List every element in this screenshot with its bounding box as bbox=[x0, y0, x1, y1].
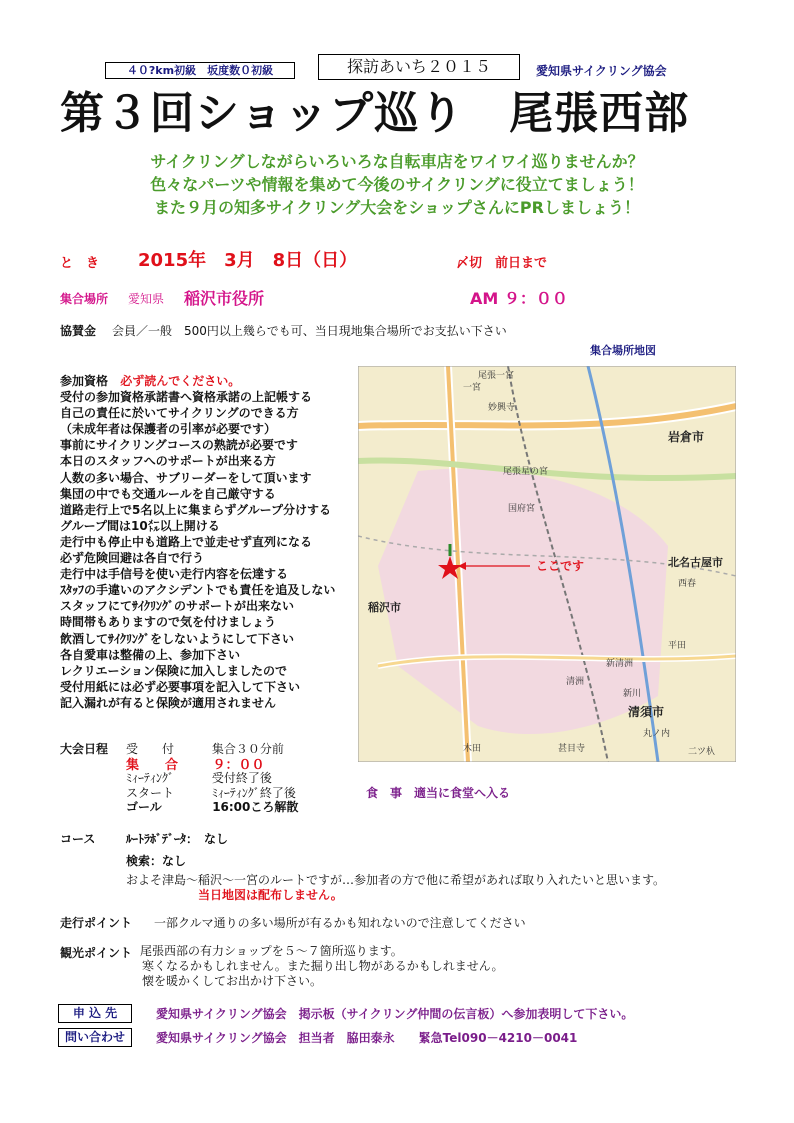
contact-label: 問い合わせ bbox=[58, 1028, 132, 1047]
requirement-item: 自己の責任に於いてサイクリングのできる方 bbox=[60, 406, 299, 421]
requirement-item: 記入漏れが有ると保険が適用されません bbox=[60, 695, 277, 710]
requirement-item: スタッフにてｻｲｸﾘﾝｸﾞのサポートが出来ない bbox=[60, 599, 295, 614]
distance-tag: ４０?km初級 坂度数０初級 bbox=[105, 62, 295, 79]
requirement-item: （未成年者は保護者の引率が必要です） bbox=[60, 422, 277, 437]
requirement-item: 本日のスタッフへのサポートが出来る方 bbox=[60, 454, 276, 469]
map-label-futatsu: 二ツ杁 bbox=[688, 747, 716, 757]
requirement-item: 必ず危険回避は各自で行う bbox=[60, 551, 205, 566]
requirement-item: 受付用紙には必ず必要事項を記入して下さい bbox=[60, 679, 301, 694]
map-label-marunouchi: 丸ノ内 bbox=[643, 729, 671, 739]
course-desc: およそ津島～稲沢～一宮のルートですが…参加者の方で他に希望があれば取り入れたいと思います。 bbox=[126, 873, 666, 887]
series-title: 探訪あいち２０１５ bbox=[318, 54, 520, 80]
meeting-place: 稲沢市役所 bbox=[184, 289, 265, 308]
requirement-item: レクリエーション保険に加入しましたので bbox=[60, 663, 288, 678]
map-label-kitanagoya: 北名古屋市 bbox=[668, 556, 723, 569]
meal-note: 食 事 適当に食堂へ入る bbox=[366, 786, 511, 800]
page-title: 第３回ショップ巡り 尾張西部 bbox=[60, 88, 690, 139]
course-route-data: ﾙｰﾄﾗﾎﾞﾃﾞｰﾀ： なし bbox=[126, 832, 229, 846]
course-search: 検索：なし bbox=[126, 854, 187, 868]
points-label: 走行ポイント bbox=[60, 916, 133, 930]
map-label-kokufu: 国府宮 bbox=[508, 504, 536, 514]
requirement-item: 時間帯もありますので気を付けましょう bbox=[60, 615, 277, 630]
schedule-row-name: ゴール bbox=[126, 800, 162, 814]
schedule-row-name: スタート bbox=[126, 786, 175, 800]
requirement-item: 事前にサイクリングコースの熟読が必要です bbox=[60, 438, 298, 453]
map-here-label: ここです bbox=[536, 559, 585, 573]
requirement-item: 人数の多い場合、サブリーダーをして頂います bbox=[60, 470, 312, 485]
schedule-row bbox=[126, 798, 298, 815]
date-label: と き bbox=[60, 256, 100, 271]
schedule-row-name: ﾐｨｰﾃｨﾝｸﾞ bbox=[126, 771, 175, 785]
meeting-label: 集合場所 bbox=[60, 292, 109, 306]
subtitle-line: 色々なパーツや情報を集めて今後のサイクリングに役立てましょう！ bbox=[150, 175, 644, 194]
requirement-item: 飲酒してｻｲｸﾘﾝｸﾞをしないようにして下さい bbox=[60, 631, 295, 646]
map-label-shimizu: 尾張星の宮 bbox=[503, 467, 549, 477]
map-label-myoko: 妙興寺 bbox=[488, 403, 516, 413]
requirement-item: 受付の参加資格承諾書へ資格承諾の上記帳する bbox=[60, 390, 313, 405]
apply-text: 愛知県サイクリング協会 掲示板（サイクリング仲間の伝言板）へ参加表明して下さい。 bbox=[156, 1007, 634, 1021]
subtitle-line: サイクリングしながらいろいろな自転車店をワイワイ巡りませんか？ bbox=[150, 152, 644, 171]
map-label-konobu: 木田 bbox=[463, 744, 482, 754]
map-label-shinshu: 新清洲 bbox=[606, 659, 634, 669]
map-caption: 集合場所地図 bbox=[590, 344, 656, 357]
subtitle-line: また９月の知多サイクリング大会をショップさんにPRしましょう！ bbox=[154, 198, 640, 217]
requirements-warning: 必ず読んでください。 bbox=[120, 374, 241, 388]
map-label-nishiharu: 西春 bbox=[678, 579, 697, 589]
schedule-row-name: 受 付 bbox=[126, 742, 175, 756]
requirement-item: 走行中は手信号を使い走行内容を伝達する bbox=[60, 567, 289, 582]
map-label-jinmoku: 甚目寺 bbox=[558, 744, 586, 754]
points-text: 一部クルマ通りの多い場所が有るかも知れないので注意してください bbox=[154, 916, 526, 930]
fee-text: 会員／一般 500円以上幾らでも可、当日現地集合場所でお支払い下さい bbox=[112, 324, 507, 338]
schedule-row-value: 集合３０分前 bbox=[211, 742, 284, 756]
meeting-pref: 愛知県 bbox=[128, 292, 165, 306]
requirement-item: 各自愛車は整備の上、参加下さい bbox=[60, 647, 241, 662]
map-label-kiyosu-st: 清洲 bbox=[566, 677, 585, 687]
sightseeing-label: 観光ポイント bbox=[60, 946, 133, 960]
requirement-item: ｽﾀｯﾌの手違いのアクシデントでも責任を追及しない bbox=[60, 583, 336, 598]
schedule-row-value: ﾐｨｰﾃｨﾝｸﾞ終了後 bbox=[211, 786, 296, 800]
map-label-ichi: 一宮 bbox=[463, 383, 482, 393]
schedule-row-name: 集 合 bbox=[126, 758, 179, 773]
requirement-item: 集団の中でも交通ルールを自己厳守する bbox=[60, 486, 276, 501]
subtitle bbox=[0, 150, 794, 219]
sightseeing-line: 寒くなるかもしれません。また掘り出し物があるかもしれません。 bbox=[142, 959, 504, 973]
apply-label: 申 込 先 bbox=[58, 1004, 132, 1023]
map-label-kiyosu: 清須市 bbox=[628, 705, 665, 719]
requirements bbox=[60, 373, 335, 711]
schedule-row-value: 受付終了後 bbox=[211, 771, 272, 785]
map-label-shinkawa: 新川 bbox=[623, 689, 642, 699]
organizer: 愛知県サイクリング協会 bbox=[536, 64, 667, 78]
meeting-map bbox=[358, 366, 736, 762]
sightseeing-line: 懐を暖かくしてお出かけ下さい。 bbox=[142, 974, 323, 988]
requirements-header bbox=[60, 373, 335, 389]
contact-text: 愛知県サイクリング協会 担当者 脇田泰永 緊急Tel090－4210－0041 bbox=[156, 1031, 578, 1045]
requirement-item: グループ間は10㍍以上開ける bbox=[60, 518, 220, 533]
deadline: 〆切 前日まで bbox=[456, 256, 548, 271]
requirements-label: 参加資格 bbox=[60, 374, 109, 388]
map-label-owari-ichinomiya: 尾張一宮 bbox=[478, 371, 515, 381]
fee-label: 協賛金 bbox=[60, 324, 97, 338]
schedule-label: 大会日程 bbox=[60, 742, 109, 756]
map-label-inazawa: 稲沢市 bbox=[368, 601, 401, 614]
requirement-item: 走行中も停止中も道路上で並走せず直列になる bbox=[60, 534, 313, 549]
course-note: 当日地図は配布しません。 bbox=[198, 888, 343, 902]
meeting-time: AM ９：００ bbox=[470, 289, 568, 308]
sightseeing-text bbox=[140, 944, 503, 989]
sightseeing-line: 尾張西部の有力ショップを５～７箇所巡ります。 bbox=[140, 944, 403, 958]
map-label-iwakura: 岩倉市 bbox=[668, 430, 705, 444]
map-label-hirai: 平田 bbox=[668, 641, 687, 651]
schedule-row-value: ９：００ bbox=[212, 758, 265, 773]
date-value: 2015年 3月 8日（日） bbox=[138, 250, 358, 271]
course-label: コース bbox=[60, 832, 96, 846]
requirement-item: 道路走行上で5名以上に集まらずグループ分けする bbox=[60, 502, 332, 517]
schedule-row-value: 16:00ころ解散 bbox=[212, 800, 299, 814]
